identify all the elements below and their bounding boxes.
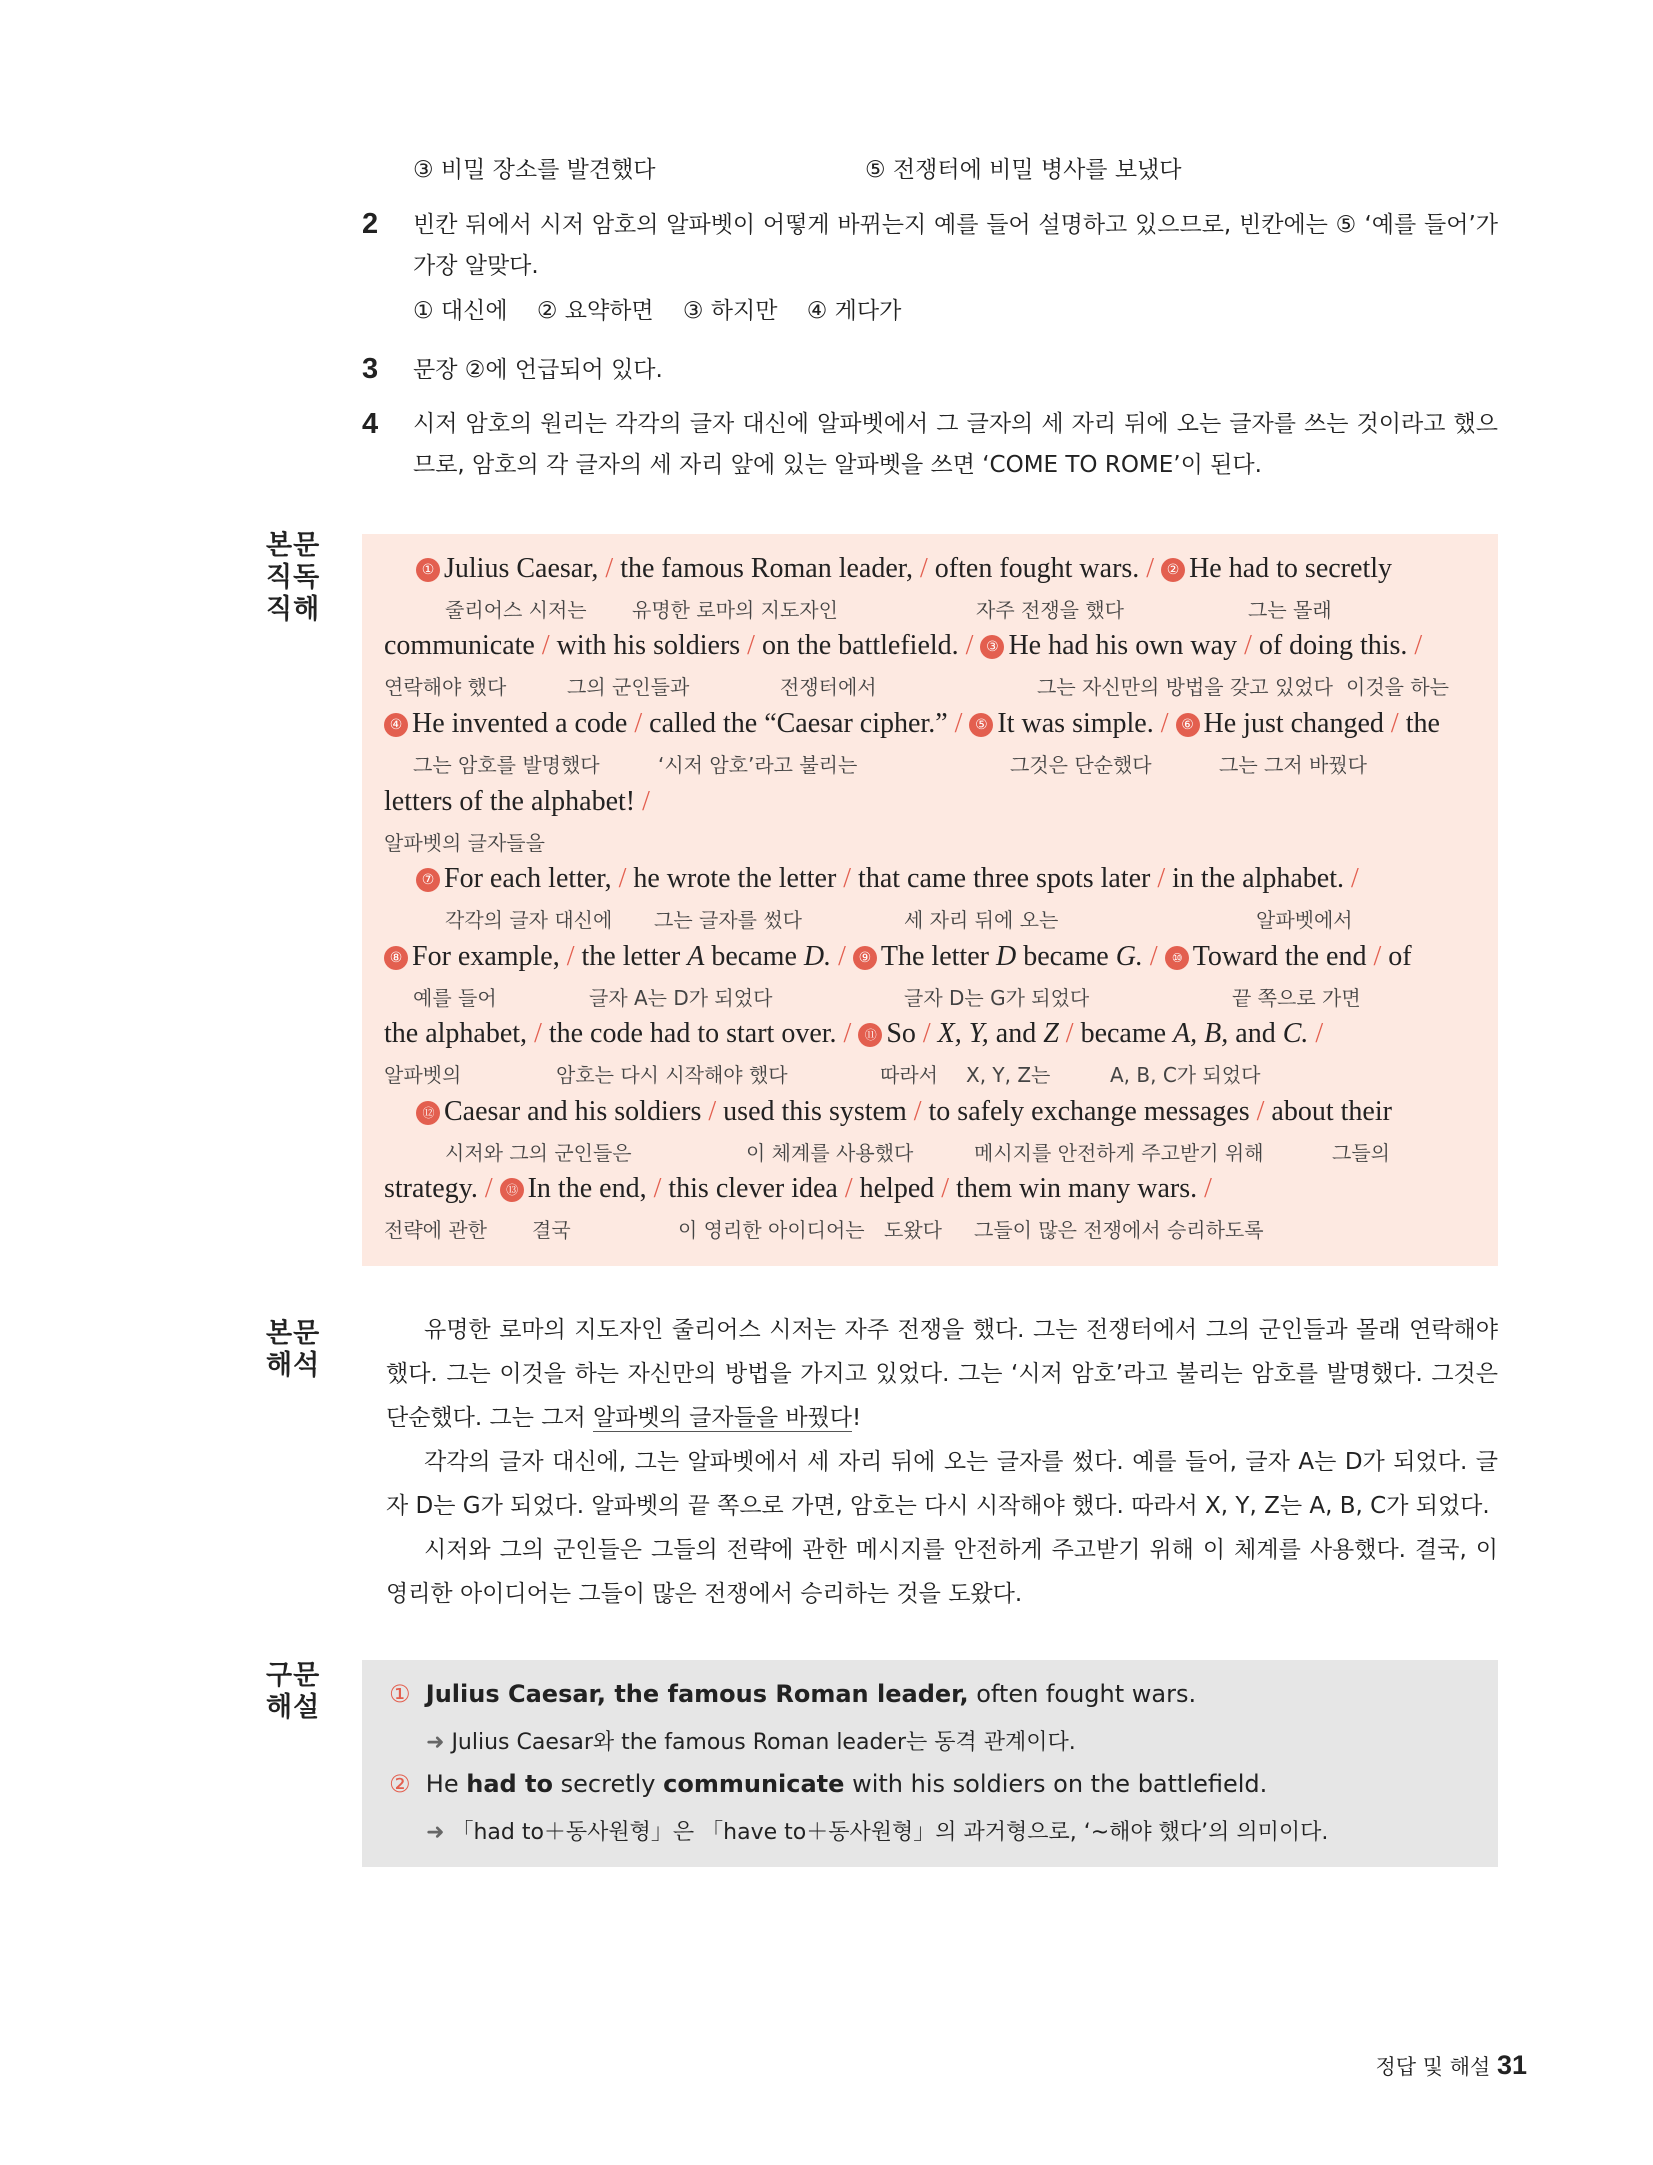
kor-9-1: 전략에 관한 [384, 1218, 487, 1242]
question-4-explanation: 시저 암호의 원리는 각각의 글자 대신에 알파벳에서 그 글자의 세 자리 뒤에 오는 글자를 쓰는 것이라고 했으므로, 암호의 각 글자의 세 자리 앞에 있는 알파벳을 쓰면 ‘COME TO ROME’이 된다. [413, 411, 1498, 478]
label-grammar: 구문 해설 [266, 1660, 321, 1723]
direct-line-4: letters of the alphabet! / [384, 786, 650, 817]
kor-3-4: 그는 그저 바꿨다 [1219, 753, 1367, 777]
kor-5-3: 세 자리 뒤에 오는 [904, 908, 1059, 932]
q1-choice-3: ③ 비밀 장소를 발견했다 [413, 157, 656, 183]
kor-1-2: 유명한 로마의 지도자인 [632, 598, 838, 622]
kor-6-1: 예를 들어 [413, 986, 497, 1010]
kor-2-2: 그의 군인들과 [567, 675, 690, 699]
sentence-number-4: ④ [384, 713, 408, 737]
direct-line-6: ⑧ For example, / the letter A became D. / ⑨ The letter D became G. / ⑩ Toward the end / of [384, 941, 1412, 973]
kor-7-5: A, B, C가 되었다 [1110, 1063, 1261, 1087]
kor-9-2: 결국 [532, 1218, 571, 1242]
q1-choice-5: ⑤ 전쟁터에 비밀 병사를 보냈다 [865, 157, 1182, 183]
page-number: 31 [1496, 2050, 1527, 2080]
sentence-number-3: ③ [980, 635, 1004, 659]
grammar-line-1: ① Julius Caesar, the famous Roman leader, often fought wars. [389, 1680, 1197, 1708]
sentence-number-8: ⑧ [384, 946, 408, 970]
sentence-number-6: ⑥ [1176, 713, 1200, 737]
kor-3-3: 그것은 단순했다 [1010, 753, 1152, 777]
kor-2-5: 이것을 하는 [1346, 675, 1449, 699]
kor-5-2: 그는 글자를 썼다 [654, 908, 802, 932]
translation-paragraph-2: 각각의 글자 대신에, 그는 알파벳에서 세 자리 뒤에 오는 글자를 썼다. 예를 들어, 글자 A는 D가 되었다. 글자 D는 G가 되었다. 알파벳의 끝 쪽으로 가면, 암호는 다시 시작해야 했다. 따라서 X, Y, Z는 A, B, C가 되었다. [386, 1449, 1498, 1519]
question-2-explanation: 빈칸 뒤에서 시저 암호의 알파벳이 어떻게 바뀌는지 예를 들어 설명하고 있으므로, 빈칸에는 ⑤ ‘예를 들어’가 가장 알맞다. [413, 212, 1498, 279]
translation-paragraph-1: 유명한 로마의 지도자인 줄리어스 시저는 자주 전쟁을 했다. 그는 전쟁터에서 그의 군인들과 몰래 연락해야 했다. 그는 이것을 하는 자신만의 방법을 가지고 있었다. 그는 ‘시저 암호’라고 불리는 암호를 발명했다. 그것은 단순했다. 그는 그저 알파벳의 글자들을 바꿨다! [386, 1317, 1498, 1431]
translation-paragraph-3: 시저와 그의 군인들은 그들의 전략에 관한 메시지를 안전하게 주고받기 위해 이 체계를 사용했다. 결국, 이 영리한 아이디어는 그들이 많은 전쟁에서 승리하는 것을 도왔다. [386, 1537, 1498, 1607]
direct-line-8: ⑫ Caesar and his soldiers / used this system / to safely exchange messages / about their [416, 1096, 1392, 1128]
question-number-4: 4 [362, 408, 379, 440]
sentence-number-1: ① [416, 558, 440, 582]
sentence-number-9: ⑨ [853, 946, 877, 970]
kor-8-3: 메시지를 안전하게 주고받기 위해 [974, 1141, 1264, 1165]
label-translation: 본문 해석 [266, 1318, 321, 1381]
direct-line-2: communicate / with his soldiers / on the battlefield. / ③ He had his own way / of doing this. / [384, 630, 1423, 661]
sentence-number-11: ⑪ [858, 1023, 882, 1047]
arrow-icon: ➜ [426, 1820, 445, 1845]
kor-1-1: 줄리어스 시저는 [445, 598, 587, 622]
grammar-line-2: ② He had to secretly communicate with his soldiers on the battlefield. [389, 1770, 1268, 1798]
sentence-number-10: ⑩ [1165, 946, 1189, 970]
page-footer: 정답 및 해설 31 [1375, 2050, 1527, 2080]
kor-3-2: ‘시저 암호’라고 불리는 [658, 753, 858, 777]
kor-7-3: 따라서 [880, 1063, 938, 1087]
sentence-number-12: ⑫ [416, 1101, 440, 1125]
grammar-note-2: ➜ 「had to＋동사원형」은 「have to＋동사원형」의 과거형으로, ‘~해야 했다’의 의미이다. [426, 1820, 1329, 1845]
direct-line-3: ④ He invented a code / called the “Caesar cipher.” / ⑤ It was simple. / ⑥ He just changed / the [384, 708, 1440, 740]
sentence-number-5: ⑤ [969, 713, 993, 737]
kor-2-1: 연락해야 했다 [384, 675, 507, 699]
kor-2-3: 전쟁터에서 [780, 675, 877, 699]
kor-5-4: 알파벳에서 [1256, 908, 1353, 932]
kor-7-1: 알파벳의 [384, 1063, 462, 1087]
arrow-icon: ➜ [426, 1730, 445, 1755]
direct-line-1: ① Julius Caesar, / the famous Roman leader, / often fought wars. / ② He had to secretly [416, 553, 1392, 585]
kor-3-1: 그는 암호를 발명했다 [413, 753, 600, 777]
kor-6-3: 글자 D는 G가 되었다 [904, 986, 1090, 1010]
kor-9-5: 그들이 많은 전쟁에서 승리하도록 [974, 1218, 1264, 1242]
question-number-3: 3 [362, 353, 379, 385]
sentence-number-2: ② [1161, 558, 1185, 582]
kor-5-1: 각각의 글자 대신에 [445, 908, 613, 932]
kor-9-3: 이 영리한 아이디어는 [678, 1218, 865, 1242]
direct-line-7: the alphabet, / the code had to start over. / ⑪ So / X, Y, and Z / became A, B, and C. / [384, 1018, 1324, 1049]
kor-8-4: 그들의 [1332, 1141, 1390, 1165]
sentence-number-13: ⑬ [500, 1178, 524, 1202]
kor-7-4: X, Y, Z는 [966, 1063, 1051, 1087]
question-3-explanation: 문장 ②에 언급되어 있다. [413, 357, 663, 383]
kor-1-4: 그는 몰래 [1248, 598, 1332, 622]
kor-4-1: 알파벳의 글자들을 [384, 831, 545, 855]
kor-6-2: 글자 A는 D가 되었다 [589, 986, 773, 1010]
question-number-2: 2 [362, 208, 379, 240]
kor-6-4: 끝 쪽으로 가면 [1232, 986, 1361, 1010]
kor-1-3: 자주 전쟁을 했다 [976, 598, 1124, 622]
underlined-phrase: 알파벳의 글자들을 바꿨다 [593, 1405, 853, 1431]
kor-9-4: 도왔다 [884, 1218, 942, 1242]
sentence-number-7: ⑦ [416, 868, 440, 892]
grammar-note-1: ➜ Julius Caesar와 the famous Roman leader는 동격 관계이다. [426, 1730, 1076, 1755]
label-direct-reading: 본문 직독 직해 [266, 530, 321, 625]
kor-7-2: 암호는 다시 시작해야 했다 [556, 1063, 788, 1087]
kor-8-1: 시저와 그의 군인들은 [445, 1141, 632, 1165]
direct-line-9: strategy. / ⑬ In the end, / this clever idea / helped / them win many wars. / [384, 1173, 1212, 1204]
question-2-choices: ① 대신에 ② 요약하면 ③ 하지만 ④ 게다가 [413, 298, 902, 324]
direct-line-5: ⑦ For each letter, / he wrote the letter / that came three spots later / in the alphabet. / [416, 863, 1359, 895]
kor-2-4: 그는 자신만의 방법을 갖고 있었다 [1037, 675, 1333, 699]
kor-8-2: 이 체계를 사용했다 [746, 1141, 914, 1165]
